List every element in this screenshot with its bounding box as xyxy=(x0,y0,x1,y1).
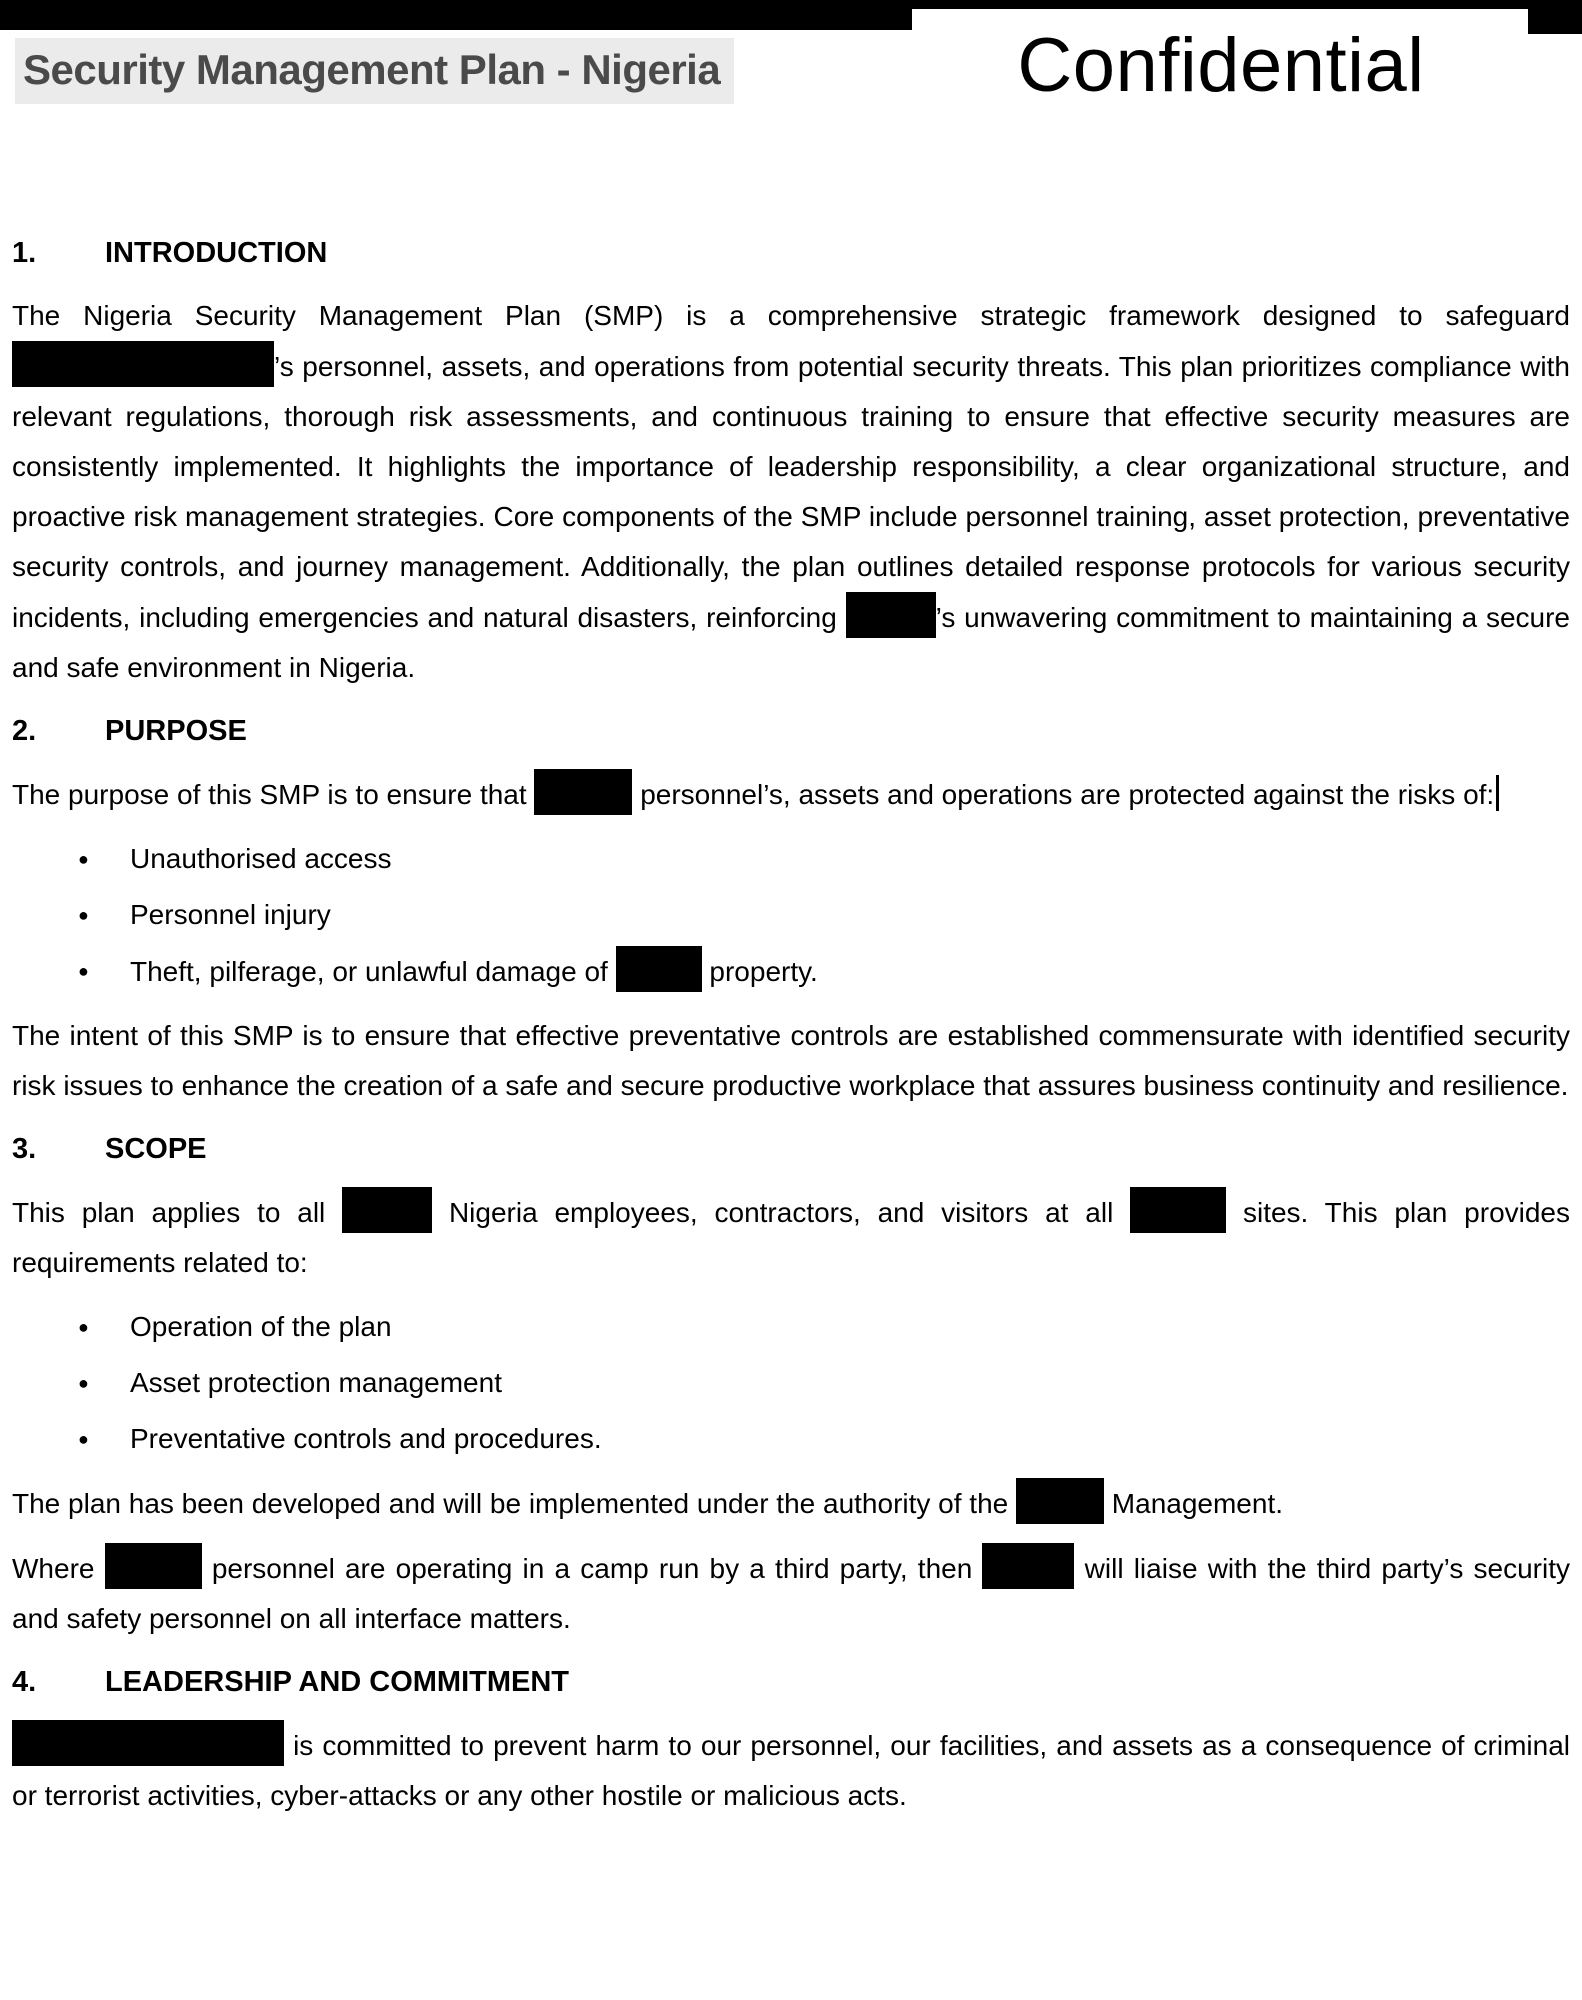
section-heading-text: PURPOSE xyxy=(105,715,247,747)
paragraph xyxy=(12,1720,1570,1821)
redaction-box xyxy=(12,1720,284,1766)
text-run: Unauthorised access xyxy=(130,843,392,874)
section-number: 3. xyxy=(12,1133,37,1165)
section-heading-text: LEADERSHIP AND COMMITMENT xyxy=(105,1666,569,1698)
section-number: 4. xyxy=(12,1666,37,1698)
section-heading xyxy=(12,235,1570,271)
paragraph xyxy=(12,1478,1570,1529)
text-run: Operation of the plan xyxy=(130,1311,392,1342)
section-number: 2. xyxy=(12,715,37,747)
page-header xyxy=(0,0,1582,215)
text-run: Where xyxy=(12,1553,105,1584)
redaction-box xyxy=(12,341,274,387)
redaction-box xyxy=(342,1187,432,1233)
text-run: Preventative controls and procedures. xyxy=(130,1423,602,1454)
paragraph xyxy=(12,769,1570,820)
text-run: The Nigeria Security Management Plan (SMP) is a comprehensive strategic framework designed to safeguard xyxy=(12,300,1570,331)
bullet-icon: ● xyxy=(78,1317,89,1337)
section-heading-text: INTRODUCTION xyxy=(105,237,328,269)
text-run: will liaise with the third party’s security and safety personnel on all interface matters. xyxy=(12,1553,1571,1634)
bullet-list xyxy=(12,1302,1570,1464)
text-run: ’s personnel, assets, and operations from potential security threats. This plan prioritizes compliance with relevant regulations, thorough risk assessments, and continuous training to ensure that effective security measures are consistently implemented. It highlights the importance of leadership responsibility, a clear organizational structure, and proactive risk management strategies. Core components of the SMP include personnel training, asset protection, preventative security controls, and journey management. Additionally, the plan outlines detailed response protocols for various security incidents, including emergencies and natural disasters, reinforcing xyxy=(12,351,1570,633)
text-run: Asset protection management xyxy=(130,1367,502,1398)
section-heading xyxy=(12,1131,1570,1167)
classification-label: Confidential xyxy=(1017,23,1425,108)
section-heading xyxy=(12,1664,1570,1700)
bullet-item xyxy=(12,834,1570,884)
text-run: Management. xyxy=(1104,1488,1284,1519)
bullet-item xyxy=(12,1358,1570,1408)
bullet-item xyxy=(12,946,1570,997)
text-run: The plan has been developed and will be implemented under the authority of the xyxy=(12,1488,1017,1519)
paragraph xyxy=(12,1011,1570,1111)
paragraph xyxy=(12,1187,1570,1288)
text-run: personnel are operating in a camp run by a third party, then xyxy=(201,1553,983,1584)
paragraph xyxy=(12,291,1570,693)
redaction-box xyxy=(1016,1478,1104,1524)
paragraph xyxy=(12,1543,1570,1644)
section-heading xyxy=(12,713,1570,749)
text-run: Theft, pilferage, or unlawful damage of xyxy=(130,956,616,987)
text-run: property. xyxy=(701,956,818,987)
bullet-item xyxy=(12,890,1570,940)
text-cursor xyxy=(1496,775,1499,811)
text-run: This plan applies to all xyxy=(12,1197,343,1228)
text-run: ’s unwavering commitment to maintaining a secure and safe environment in Nigeria. xyxy=(12,602,1570,683)
bullet-list xyxy=(12,834,1570,997)
bullet-item xyxy=(12,1414,1570,1464)
text-run: Personnel injury xyxy=(130,899,331,930)
text-run: The intent of this SMP is to ensure that effective preventative controls are established commensurate with identified security risk issues to enhance the creation of a safe and secure productive workplace that assures business continuity and resilience. xyxy=(12,1020,1570,1101)
redaction-box xyxy=(616,946,702,992)
redaction-box xyxy=(105,1543,202,1589)
bullet-icon: ● xyxy=(78,1373,89,1393)
bullet-icon: ● xyxy=(78,961,89,981)
redaction-box xyxy=(982,1543,1074,1589)
section-heading-text: SCOPE xyxy=(105,1133,207,1165)
redaction-box xyxy=(846,592,936,638)
redaction-box xyxy=(1130,1187,1226,1233)
corner-square xyxy=(1528,0,1582,34)
page-title: Security Management Plan - Nigeria xyxy=(15,38,734,104)
text-run: is committed to prevent harm to our personnel, our facilities, and assets as a consequence of criminal or terrorist activities, cyber-attacks or any other hostile or malicious acts. xyxy=(12,1730,1570,1811)
text-run: Nigeria employees, contractors, and visitors at all xyxy=(432,1197,1131,1228)
text-run: sites. This plan provides requirements related to: xyxy=(12,1197,1571,1278)
section-number: 1. xyxy=(12,237,37,269)
text-run: The purpose of this SMP is to ensure that xyxy=(12,779,535,810)
text-run: personnel’s, assets and operations are protected against the risks of: xyxy=(632,779,1495,810)
redaction-box xyxy=(534,769,632,815)
bullet-icon: ● xyxy=(78,1429,89,1449)
document-body xyxy=(0,235,1582,1821)
bullet-icon: ● xyxy=(78,849,89,869)
bullet-icon: ● xyxy=(78,905,89,925)
bullet-item xyxy=(12,1302,1570,1352)
